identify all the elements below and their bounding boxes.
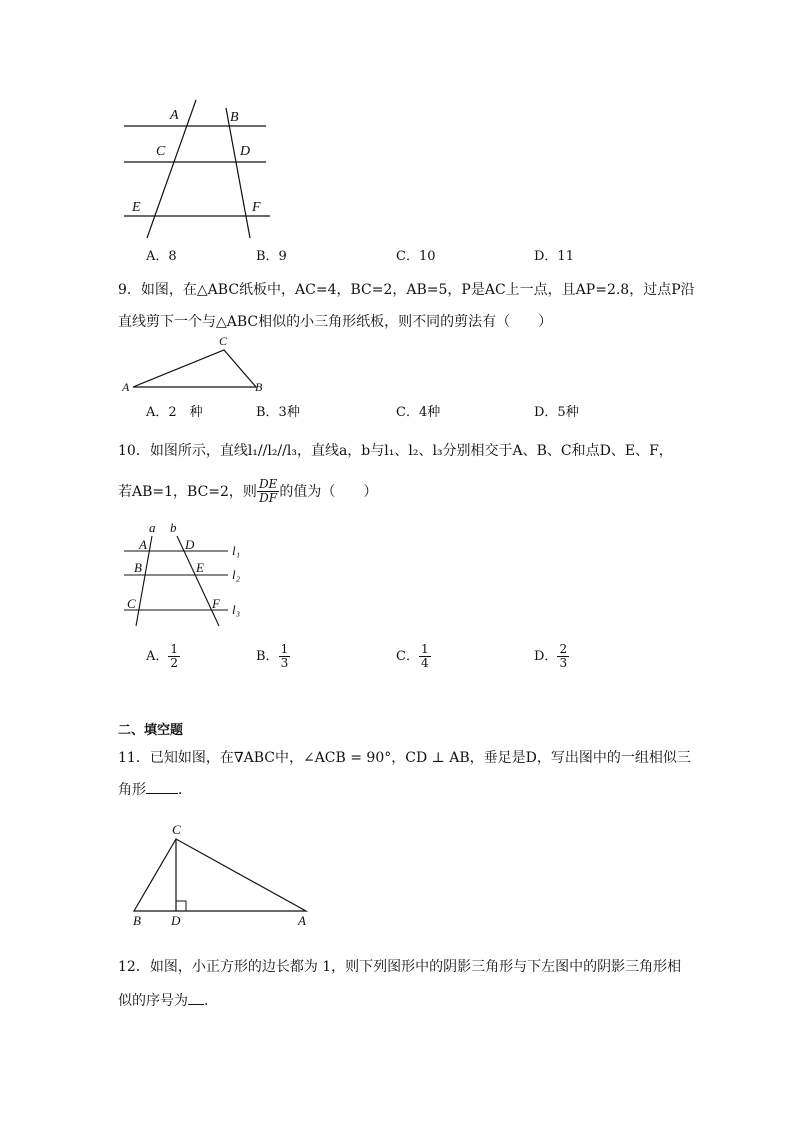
q12-answer-blank[interactable] xyxy=(188,990,204,1005)
q9-option-b[interactable]: B．3种 xyxy=(256,405,300,420)
q8-label-D: D xyxy=(240,144,251,159)
q11-label-C: C xyxy=(172,822,181,837)
q10-option-c-letter: C． xyxy=(396,648,419,664)
q10-label-A: A xyxy=(139,537,147,552)
q10-label-b: b xyxy=(170,520,177,535)
q11-right-angle-mark xyxy=(176,901,186,911)
q12-stem-line1: 12．如图，小正方形的边长都为 1，则下列图形中的阴影三角形与下左图中的阴影三角形相 xyxy=(118,959,682,975)
q10-option-b-num: 1 xyxy=(280,642,289,656)
q10-option-c-den: 4 xyxy=(420,656,429,670)
q10-label-C: C xyxy=(127,596,136,611)
q9-option-a[interactable]: A．2 种 xyxy=(146,405,203,420)
q8-label-B: B xyxy=(230,110,239,125)
q10-option-a-den: 2 xyxy=(170,656,179,670)
q10-label-E: E xyxy=(196,560,204,575)
q10-option-c-num: 1 xyxy=(420,642,429,656)
q11-label-B: B xyxy=(133,913,141,928)
q10-option-d-den: 3 xyxy=(559,656,568,670)
q12-stem-line2-text: 似的序号为 xyxy=(118,993,188,1009)
q8-label-F: F xyxy=(252,200,261,215)
q10-label-D: D xyxy=(185,537,195,552)
q10-label-a: a xyxy=(149,520,156,535)
q10-label-l3: l₃ xyxy=(232,602,241,617)
q11-stem-line2-end: ． xyxy=(178,782,192,798)
q10-option-b-den: 3 xyxy=(280,656,289,670)
q8-option-b[interactable]: B．9 xyxy=(256,249,287,264)
q11-label-D: D xyxy=(171,913,181,928)
q10-frac-den: DF xyxy=(259,491,278,505)
q9-option-d[interactable]: D．5种 xyxy=(534,405,579,420)
q11-label-A: A xyxy=(298,913,306,928)
q10-option-b-letter: B． xyxy=(256,648,279,664)
q8-option-a[interactable]: A．8 xyxy=(146,249,177,264)
q9-label-B: B xyxy=(255,380,263,394)
q10-label-l2: l₂ xyxy=(232,567,241,582)
q10-stem-line1: 10．如图所示，直线l₁//l₂//l₃，直线a，b与l₁、l₂、l₃分别相交于A、B、C和点D、E、F， xyxy=(118,443,673,459)
q10-option-a-num: 1 xyxy=(170,642,179,656)
q8-label-C: C xyxy=(156,144,166,159)
q12-stem-line2 xyxy=(118,990,218,1011)
q8-option-c[interactable]: C．10 xyxy=(396,249,436,264)
q9-label-C: C xyxy=(219,334,228,348)
q9-stem-line2: 直线剪下一个与△ABC相似的小三角形纸板，则不同的剪法有（ ） xyxy=(118,314,553,330)
q9-label-A: A xyxy=(122,380,130,394)
q10-option-a-letter: A． xyxy=(146,648,169,664)
section-heading-fill-in: 二、填空题 xyxy=(118,723,184,738)
q8-label-E: E xyxy=(132,200,141,215)
q10-label-F: F xyxy=(212,596,220,611)
q10-label-B: B xyxy=(134,560,142,575)
q11-triangle xyxy=(134,839,306,911)
q10-option-d-num: 2 xyxy=(559,642,568,656)
q10-stem-suffix: 的值为（ ） xyxy=(279,483,378,500)
q11-stem-line1: 11．已知如图，在∇ABC中，∠ACB = 90°，CD ⊥ AB，垂足是D，写出图中的一组相似三 xyxy=(118,750,691,766)
q9-stem-line1: 9．如图，在△ABC纸板中，AC=4，BC=2，AB=5，P是AC上一点，且AP=2.8，过点P沿 xyxy=(118,282,695,298)
q9-option-c[interactable]: C．4种 xyxy=(396,405,441,420)
q10-stem-prefix: 若AB=1，BC=2，则 xyxy=(118,483,257,500)
q8-option-d[interactable]: D．11 xyxy=(534,249,574,264)
q8-label-A: A xyxy=(170,108,179,123)
q11-stem-line2-text: 角形 xyxy=(118,782,146,798)
q12-stem-line2-end: ． xyxy=(204,993,218,1009)
q10-option-d-letter: D． xyxy=(534,648,558,664)
q10-label-l1: l₁ xyxy=(232,543,241,558)
q10-frac-num: DE xyxy=(258,477,278,491)
